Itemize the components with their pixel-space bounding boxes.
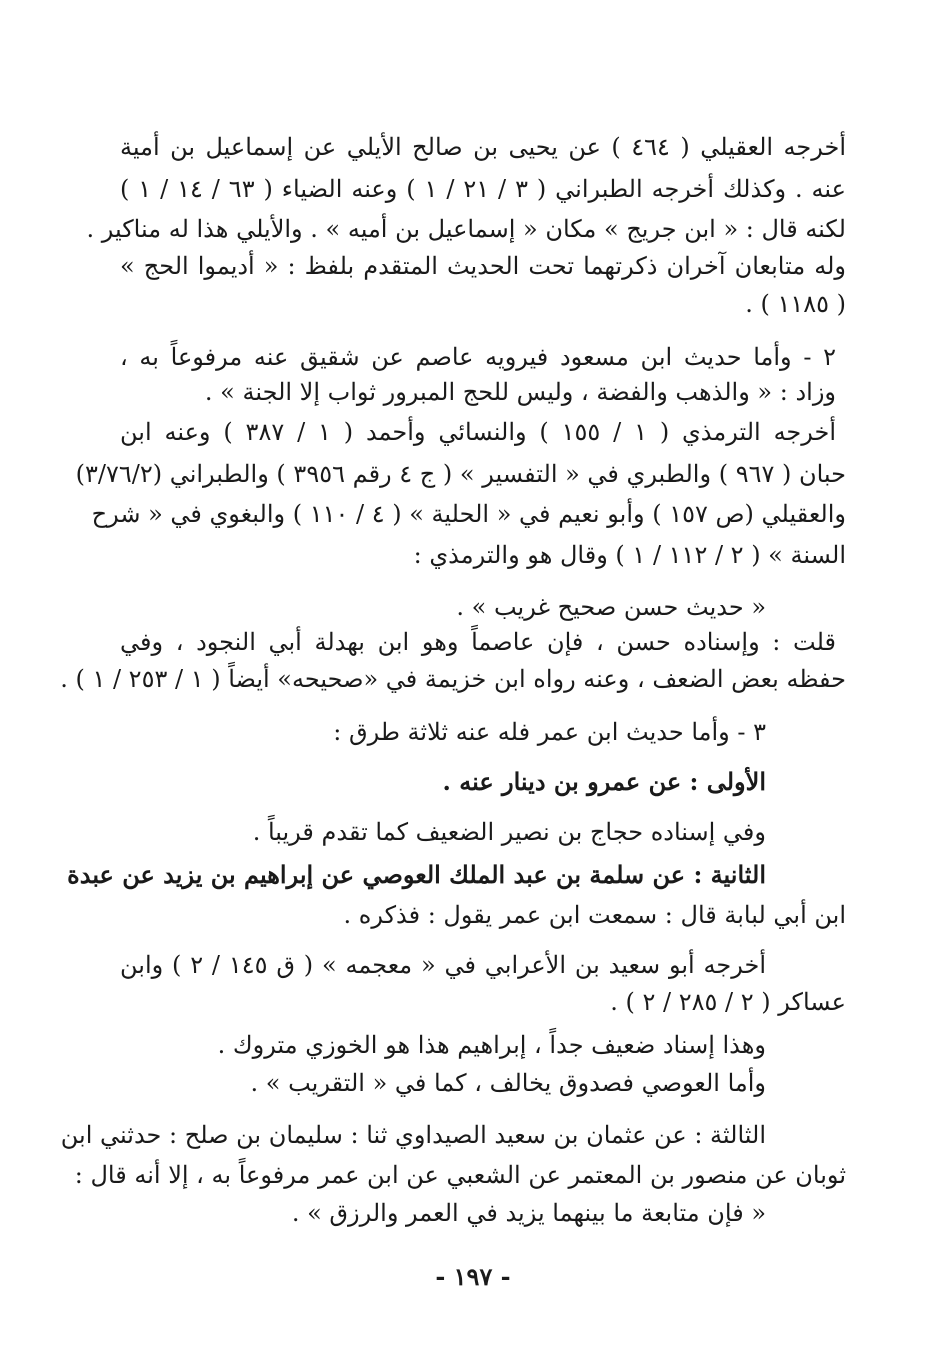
text-line: عنه . وكذلك أخرجه الطبراني ( ٣ / ٢١ / ١ ) وعنه الضياء ( ٦٣ / ١٤ / ١ ) [120, 175, 846, 203]
text-line: الثانية : عن سلمة بن عبد الملك العوصي عن إبراهيم بن يزيد عن عبدة [67, 860, 766, 889]
text-line: السنة » ( ٢ / ١١٢ / ١ ) وقال هو والترمذي : [413, 541, 846, 569]
text-line: ٢ - وأما حديث ابن مسعود فيرويه عاصم عن شقيق عنه مرفوعاً به ، [120, 343, 837, 371]
text-line: والعقيلي (ص ١٥٧ ) وأبو نعيم في « الحلية » ( ٤ / ١١٠ ) والبغوي في « شرح [91, 500, 846, 528]
text-line: حفظه بعض الضعف ، وعنه رواه ابن خزيمة في «صحيحه» أيضاً ( ١ / ٢٥٣ / ١ ) . [60, 665, 846, 693]
text-line: وله متابعان آخران ذكرتهما تحت الحديث المتقدم بلفظ : « أديموا الحج » [120, 252, 846, 280]
text-line: عساكر ( ٢ / ٢٨٥ / ٢ ) . [610, 988, 846, 1016]
text-line: أخرجه أبو سعيد بن الأعرابي في « معجمه » ( ق ١٤٥ / ٢ ) وابن [120, 951, 767, 979]
text-line: أخرجه الترمذي ( ١ / ١٥٥ ) والنسائي وأحمد ( ١ / ٣٨٧ ) وعنه ابن [120, 418, 837, 446]
text-line: وهذا إسناد ضعيف جداً ، إبراهيم هذا هو الخوزي متروك . [217, 1031, 766, 1059]
text-line: الثالثة : عن عثمان بن سعيد الصيداوي ثنا : سليمان بن صلح : حدثني ابن [60, 1121, 766, 1149]
text-line: ٣ - وأما حديث ابن عمر فله عنه ثلاثة طرق : [333, 718, 766, 746]
text-line: وفي إسناده حجاج بن نصير الضعيف كما تقدم قريباً . [252, 818, 766, 846]
text-line: ثوبان عن منصور بن المعتمر عن الشعبي عن ابن عمر مرفوعاً به ، إلا أنه قال : [74, 1161, 846, 1189]
text-line: حبان ( ٩٦٧ ) والطبري في « التفسير » ( ج ٤ رقم ٣٩٥٦ ) والطبراني (٣/٧٦/٢) [75, 460, 846, 488]
text-line: ابن أبي لبابة قال : سمعت ابن عمر يقول : فذكره . [343, 901, 846, 929]
text-line: « فإن متابعة ما بينهما يزيد في العمر والرزق » . [291, 1199, 766, 1227]
text-line: أخرجه العقيلي ( ٤٦٤ ) عن يحيى بن صالح الأيلي عن إسماعيل بن أمية [120, 133, 846, 161]
page-number: - ١٩٧ - [435, 1262, 511, 1291]
text-line: الأولى : عن عمرو بن دينار عنه . [442, 767, 766, 796]
text-line: « حديث حسن صحيح غريب » . [456, 593, 766, 621]
text-line: قلت : وإسناده حسن ، فإن عاصماً وهو ابن بهدلة أبي النجود ، وفي [120, 628, 837, 656]
text-line: وزاد : « والذهب والفضة ، وليس للحج المبرور ثواب إلا الجنة » . [204, 378, 836, 406]
text-line: لكنه قال : « ابن جريج » مكان « إسماعيل بن أميه » . والأيلي هذا له مناكير . [86, 215, 846, 243]
text-line: وأما العوصي فصدوق يخالف ، كما في « التقريب » . [250, 1069, 766, 1097]
text-line: ( ١١٨٥ ) . [745, 290, 846, 318]
